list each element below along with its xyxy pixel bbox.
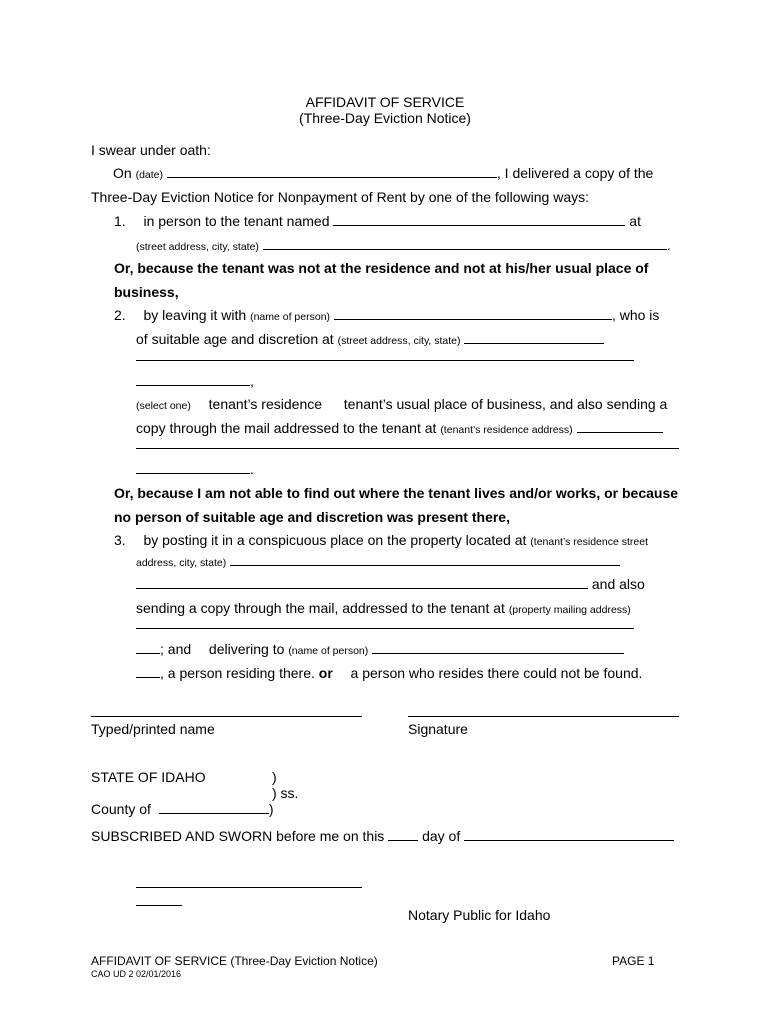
residence-address-line-3 bbox=[136, 460, 254, 478]
county-line bbox=[91, 800, 274, 818]
notary-label: Notary Public for Idaho bbox=[408, 907, 551, 923]
date-line bbox=[113, 164, 653, 184]
day-of-label: day of bbox=[422, 828, 461, 844]
sworn-line bbox=[91, 827, 674, 845]
item2-line bbox=[114, 306, 659, 326]
county-label: County of bbox=[91, 801, 151, 817]
county-field[interactable] bbox=[159, 800, 269, 814]
item2-address-hint: (street address, city, state) bbox=[337, 335, 461, 347]
item2-period: . bbox=[250, 461, 254, 477]
or-clause-2-line-2: no person of suitable age and discretion was present there, bbox=[114, 509, 510, 525]
item3-residence-hint-1: (tenant’s residence street bbox=[530, 536, 648, 548]
date-hint: (date) bbox=[135, 169, 164, 181]
state-label: STATE OF IDAHO bbox=[91, 769, 206, 785]
item2-text: by leaving it with bbox=[143, 307, 247, 323]
item2-address-field[interactable] bbox=[464, 330, 604, 344]
ss-label: ) ss. bbox=[272, 785, 299, 801]
item2-suitable-line bbox=[136, 330, 604, 350]
footer-page-number: PAGE 1 bbox=[612, 954, 655, 968]
sworn-text: SUBSCRIBED AND SWORN before me on this bbox=[91, 828, 385, 844]
item2-number: 2. bbox=[114, 307, 126, 323]
item3-address-field[interactable] bbox=[230, 552, 620, 566]
or-clause-1-line-1: Or, because the tenant was not at the residence and not at his/her usual place of bbox=[114, 260, 649, 276]
item3-delivering-line bbox=[136, 640, 624, 660]
item2-comma: , bbox=[250, 373, 254, 389]
item3-delivering: delivering to bbox=[208, 641, 285, 657]
delivered-text: , I delivered a copy of the bbox=[496, 165, 654, 181]
item2-address-line-2[interactable] bbox=[136, 360, 634, 361]
signature-label: Signature bbox=[408, 721, 468, 737]
signature-field[interactable] bbox=[408, 716, 679, 717]
item1-address-hint: (street address, city, state) bbox=[136, 241, 259, 253]
property-mailing-field[interactable] bbox=[136, 628, 634, 629]
item3-and-also-line bbox=[136, 575, 645, 593]
item3-person-hint: (name of person) bbox=[288, 645, 369, 657]
item1-line bbox=[114, 212, 641, 230]
notice-line: Three-Day Eviction Notice for Nonpayment of Rent by one of the following ways: bbox=[91, 189, 590, 205]
on-label: On bbox=[113, 165, 132, 181]
item2-address-field-3[interactable] bbox=[136, 372, 250, 386]
item2-person-field[interactable] bbox=[334, 306, 612, 320]
residence-address-hint: (tenant’s residence address) bbox=[440, 424, 573, 436]
item3-residing: , a person residing there. bbox=[160, 665, 315, 681]
footer-title: AFFIDAVIT OF SERVICE (Three-Day Eviction Notice) bbox=[91, 954, 378, 968]
document-title: AFFIDAVIT OF SERVICE bbox=[305, 94, 465, 110]
item2-person-hint: (name of person) bbox=[250, 311, 331, 323]
item3-residence-hint-2: address, city, state) bbox=[136, 557, 227, 569]
item3-and-also: and also bbox=[591, 576, 645, 592]
item1-at: at bbox=[629, 213, 641, 229]
item3-not-found: a person who resides there could not be found. bbox=[350, 665, 643, 681]
intro-text: I swear under oath: bbox=[91, 142, 211, 158]
item2-mail-text: copy through the mail addressed to the tenant at bbox=[136, 420, 437, 436]
notary-signature-field-2[interactable] bbox=[136, 905, 182, 906]
item1-number: 1. bbox=[114, 213, 126, 229]
month-year-field[interactable] bbox=[464, 827, 674, 841]
business-option: tenant’s usual place of business, and also sending a bbox=[343, 396, 668, 412]
item1-address-field[interactable] bbox=[263, 236, 667, 250]
residence-address-field-3[interactable] bbox=[136, 460, 250, 474]
item1-address-line bbox=[136, 236, 671, 256]
item3-number: 3. bbox=[114, 532, 126, 548]
day-field[interactable] bbox=[388, 827, 418, 841]
or-clause-2-line-1: Or, because I am not able to find out where the tenant lives and/or works, or because bbox=[114, 485, 679, 501]
select-one-hint: (select one) bbox=[136, 400, 191, 412]
property-mailing-hint: (property mailing address) bbox=[508, 604, 631, 616]
tenant-name-field[interactable] bbox=[333, 212, 625, 226]
footer-form-code: CAO UD 2 02/01/2016 bbox=[91, 969, 182, 979]
item1-period: . bbox=[666, 237, 671, 253]
item3-address-line bbox=[136, 552, 620, 572]
item3-person-field[interactable] bbox=[372, 640, 624, 654]
item3-sending-text: sending a copy through the mail, addressed to the tenant at bbox=[136, 600, 505, 616]
notary-signature-field[interactable] bbox=[136, 887, 362, 888]
item2-select-line bbox=[136, 395, 667, 415]
item2-suitable-text: of suitable age and discretion at bbox=[136, 331, 334, 347]
state-paren: ) bbox=[272, 769, 277, 785]
property-mailing-field-2[interactable] bbox=[136, 640, 160, 654]
item3-address-field-2[interactable] bbox=[136, 575, 588, 589]
document-subtitle: (Three-Day Eviction Notice) bbox=[299, 110, 471, 126]
typed-name-label: Typed/printed name bbox=[91, 721, 215, 737]
item3-text: by posting it in a conspicuous place on the property located at bbox=[143, 532, 527, 548]
item3-and-text: ; and bbox=[160, 641, 192, 657]
item2-who-is: , who is bbox=[611, 307, 660, 323]
or-clause-1-line-2: business, bbox=[114, 284, 179, 300]
residence-address-line-2[interactable] bbox=[136, 448, 679, 449]
item3-or: or bbox=[318, 665, 333, 681]
item2-mail-line bbox=[136, 419, 663, 439]
item3-sending-line bbox=[136, 599, 631, 619]
date-field[interactable] bbox=[167, 164, 497, 178]
item3-line bbox=[114, 531, 648, 551]
item1-text: in person to the tenant named bbox=[143, 213, 330, 229]
item2-address-line-3 bbox=[136, 372, 254, 390]
residence-option: tenant’s residence bbox=[208, 396, 323, 412]
county-paren: ) bbox=[268, 801, 274, 817]
item3-residing-line bbox=[136, 664, 642, 682]
residence-address-field[interactable] bbox=[577, 419, 663, 433]
item3-person-field-2[interactable] bbox=[136, 664, 160, 678]
printed-name-field[interactable] bbox=[91, 716, 362, 717]
